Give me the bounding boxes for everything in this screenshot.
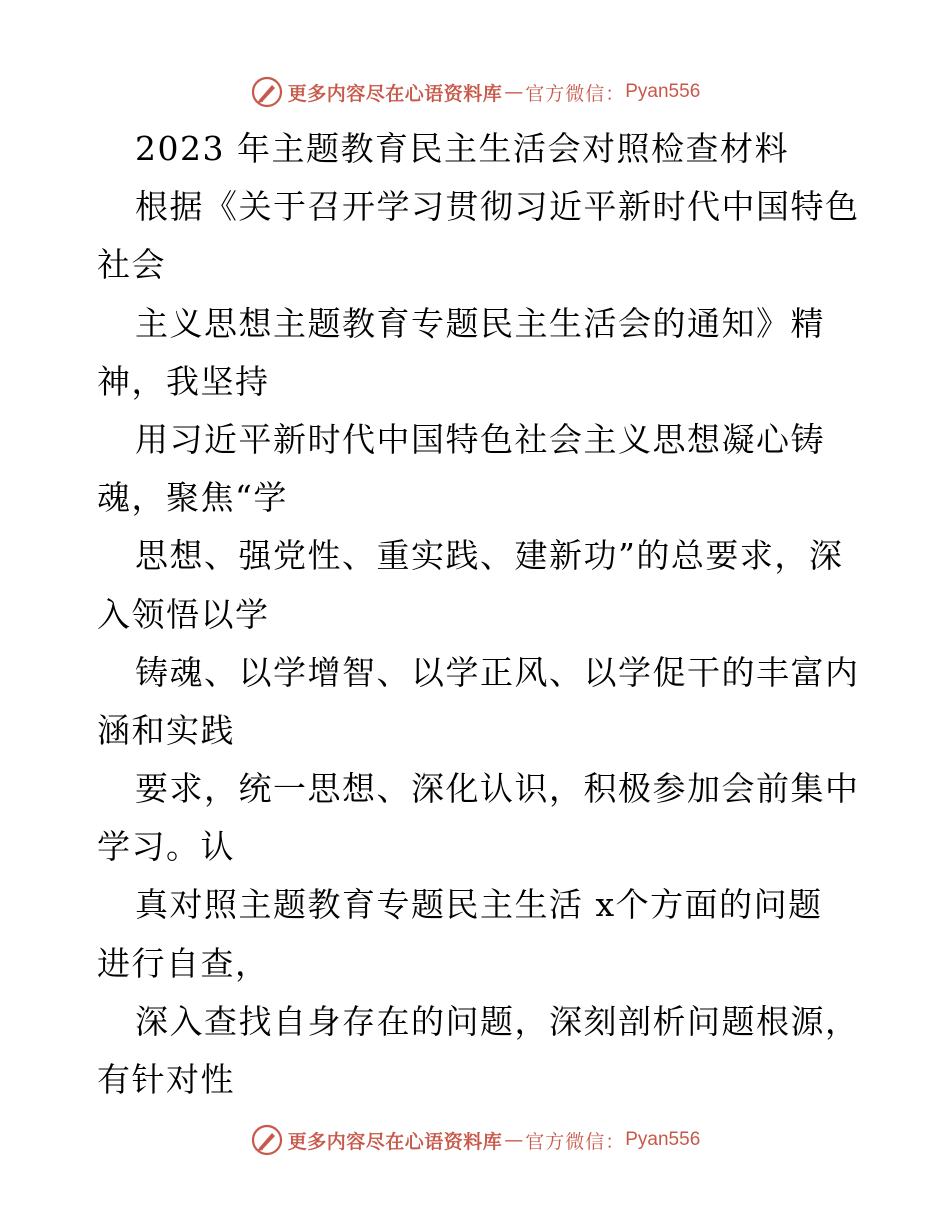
watermark-brand: 更多内容尽在心语资料库 — [287, 82, 503, 105]
watermark-wechat-label: 官方微信： — [525, 1130, 626, 1153]
footer-watermark — [0, 1120, 950, 1160]
text-line: 学习。认 — [97, 827, 235, 867]
text-line: 进行自查， — [97, 943, 270, 983]
text-line: 魂，聚焦“学 — [97, 478, 288, 518]
text-line: 主义思想主题教育专题民主生活会的通知》精 — [135, 303, 825, 343]
text-line: 用习近平新时代中国特色社会主义思想凝心铸 — [135, 419, 825, 459]
document-body — [97, 120, 867, 1109]
header-watermark — [0, 72, 950, 112]
watermark-dash: — — [504, 81, 524, 103]
text-line: 入领悟以学 — [97, 594, 270, 634]
text-line: 要求，统一思想、深化认识，积极参加会前集中 — [135, 769, 860, 809]
watermark-brand: 更多内容尽在心语资料库 — [287, 1130, 503, 1153]
pen-logo-icon — [250, 75, 284, 109]
text-line: 根据《关于召开学习贯彻习近平新时代中国特色 — [135, 187, 860, 227]
text-line: 有针对性 — [97, 1060, 235, 1099]
text-line: 铸魂、以学增智、以学正风、以学促干的丰富内 — [135, 652, 860, 692]
watermark-wechat-id: Pyan556 — [625, 81, 701, 102]
text-line: 思想、强党性、重实践、建新功”的总要求，深 — [135, 536, 844, 576]
text-line: 神，我坚持 — [97, 361, 270, 401]
text-line: 社会 — [97, 245, 166, 285]
watermark-dash: — — [504, 1129, 524, 1151]
watermark-wechat-label: 官方微信： — [525, 82, 626, 105]
document-title: 2023 年主题教育民主生活会对照检查材料 — [135, 129, 789, 168]
text-line: 涵和实践 — [97, 710, 235, 750]
pen-logo-icon — [250, 1123, 284, 1157]
text-line: 真对照主题教育专题民主生活 x个方面的问题 — [135, 885, 823, 925]
text-line: 深入查找自身存在的问题，深刻剖析问题根源， — [135, 1001, 860, 1041]
watermark-wechat-id: Pyan556 — [625, 1129, 701, 1150]
